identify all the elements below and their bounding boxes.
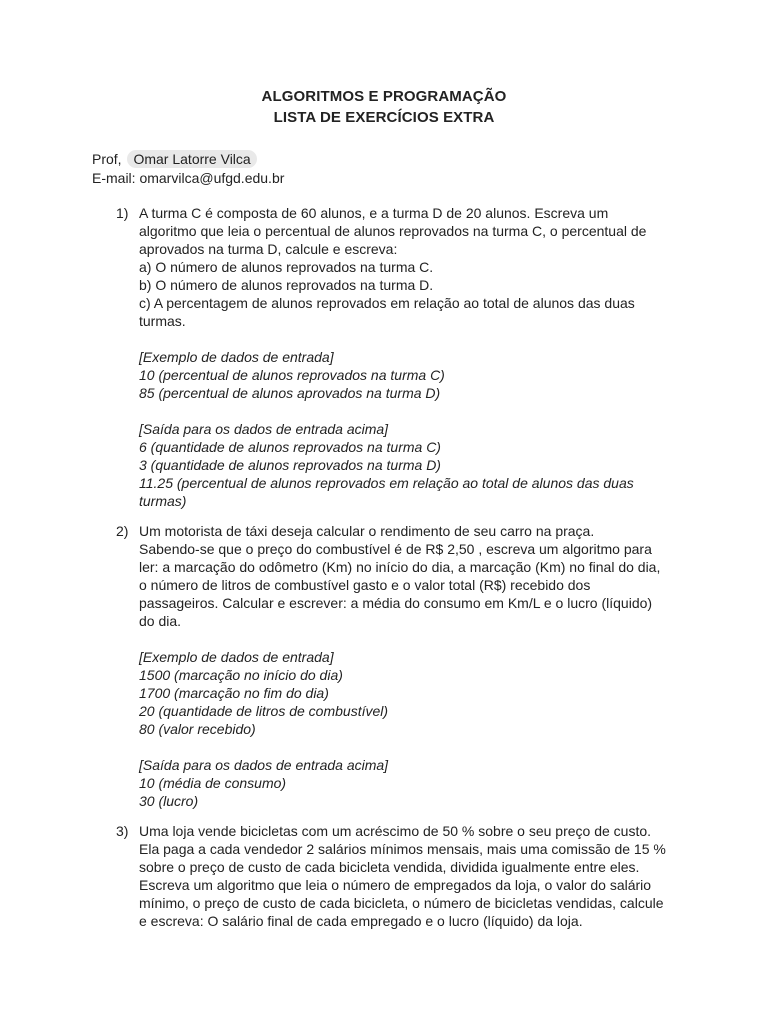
input-example-line: 80 (valor recebido) — [139, 721, 256, 737]
question-text-line: Sabendo-se que o preço do combustível é de R$ 2,50 , escreva um algoritmo para — [139, 541, 652, 557]
question-text-line: algoritmo que leia o percentual de alunos reprovados na turma C, o percentual de — [139, 223, 647, 239]
output-example-line: 10 (média de consumo) — [139, 775, 287, 791]
output-example-line: turmas) — [139, 493, 187, 509]
question-body — [139, 822, 679, 930]
question-text-line: Escreva um algoritmo que leia o número de empregados da loja, o valor do salário — [139, 877, 652, 893]
question-body — [139, 522, 679, 810]
question-text-line: passageiros. Calcular e escrever: a média do consumo em Km/L e o lucro (líquido) — [139, 595, 653, 611]
document-title: ALGORITMOS E PROGRAMAÇÃO — [261, 88, 507, 105]
question-text-line: o número de litros de combustível gasto e o valor total (R$) recebido dos — [139, 577, 591, 593]
question-number: 2) — [116, 523, 129, 539]
question-text-line: aprovados na turma D, calcule e escreva: — [139, 241, 398, 257]
question-text-line: do dia. — [139, 613, 182, 629]
question-body — [139, 204, 679, 510]
question-text-line: b) O número de alunos reprovados na turma D. — [139, 277, 434, 293]
question-text-line: c) A percentagem de alunos reprovados em relação ao total de alunos das duas — [139, 295, 635, 311]
question-number: 1) — [116, 205, 129, 221]
question-text-line: turmas. — [139, 313, 186, 329]
question-text-line: A turma C é composta de 60 alunos, e a turma D de 20 alunos. Escreva um — [139, 205, 609, 221]
professor-line — [92, 150, 257, 168]
question-number: 3) — [116, 823, 129, 839]
input-example-heading: [Exemplo de dados de entrada] — [139, 649, 334, 665]
output-example-heading: [Saída para os dados de entrada acima] — [139, 757, 389, 773]
question-text-line: a) O número de alunos reprovados na turma C. — [139, 259, 434, 275]
output-example-line: 6 (quantidade de alunos reprovados na turma C) — [139, 439, 441, 455]
output-example-heading: [Saída para os dados de entrada acima] — [139, 421, 389, 437]
input-example-line: 1700 (marcação no fim do dia) — [139, 685, 329, 701]
input-example-line: 1500 (marcação no início do dia) — [139, 667, 343, 683]
professor-name-chip[interactable]: Omar Latorre Vilca — [127, 150, 256, 168]
document-subtitle: LISTA DE EXERCÍCIOS EXTRA — [273, 109, 495, 126]
professor-label: Prof, — [92, 151, 122, 167]
question-text-line: e escreva: O salário final de cada empregado e o lucro (líquido) da loja. — [139, 913, 583, 929]
question-text-line: mínimo, o preço de custo de cada bicicleta, o número de bicicletas vendidas, calcule — [139, 895, 664, 911]
output-example-line: 30 (lucro) — [139, 793, 199, 809]
question-text-line: Uma loja vende bicicletas com um acréscimo de 50 % sobre o seu preço de custo. — [139, 823, 652, 839]
input-example-line: 20 (quantidade de litros de combustível) — [139, 703, 389, 719]
output-example-line: 11.25 (percentual de alunos reprovados em relação ao total de alunos das duas — [139, 475, 634, 491]
question-text-line: sobre o preço de custo de cada bicicleta vendida, dividida igualmente entre eles. — [139, 859, 640, 875]
output-example-line: 3 (quantidade de alunos reprovados na turma D) — [139, 457, 441, 473]
input-example-line: 85 (percentual de alunos aprovados na turma D) — [139, 385, 441, 401]
email-line: E-mail: omarvilca@ufgd.edu.br — [92, 170, 285, 186]
input-example-line: 10 (percentual de alunos reprovados na turma C) — [139, 367, 445, 383]
input-example-heading: [Exemplo de dados de entrada] — [139, 349, 334, 365]
question-text-line: ler: a marcação do odômetro (Km) no início do dia, a marcação (Km) no final do dia, — [139, 559, 661, 575]
question-text-line: Ela paga a cada vendedor 2 salários mínimos mensais, mais uma comissão de 15 % — [139, 841, 666, 857]
question-text-line: Um motorista de táxi deseja calcular o rendimento de seu carro na praça. — [139, 523, 595, 539]
